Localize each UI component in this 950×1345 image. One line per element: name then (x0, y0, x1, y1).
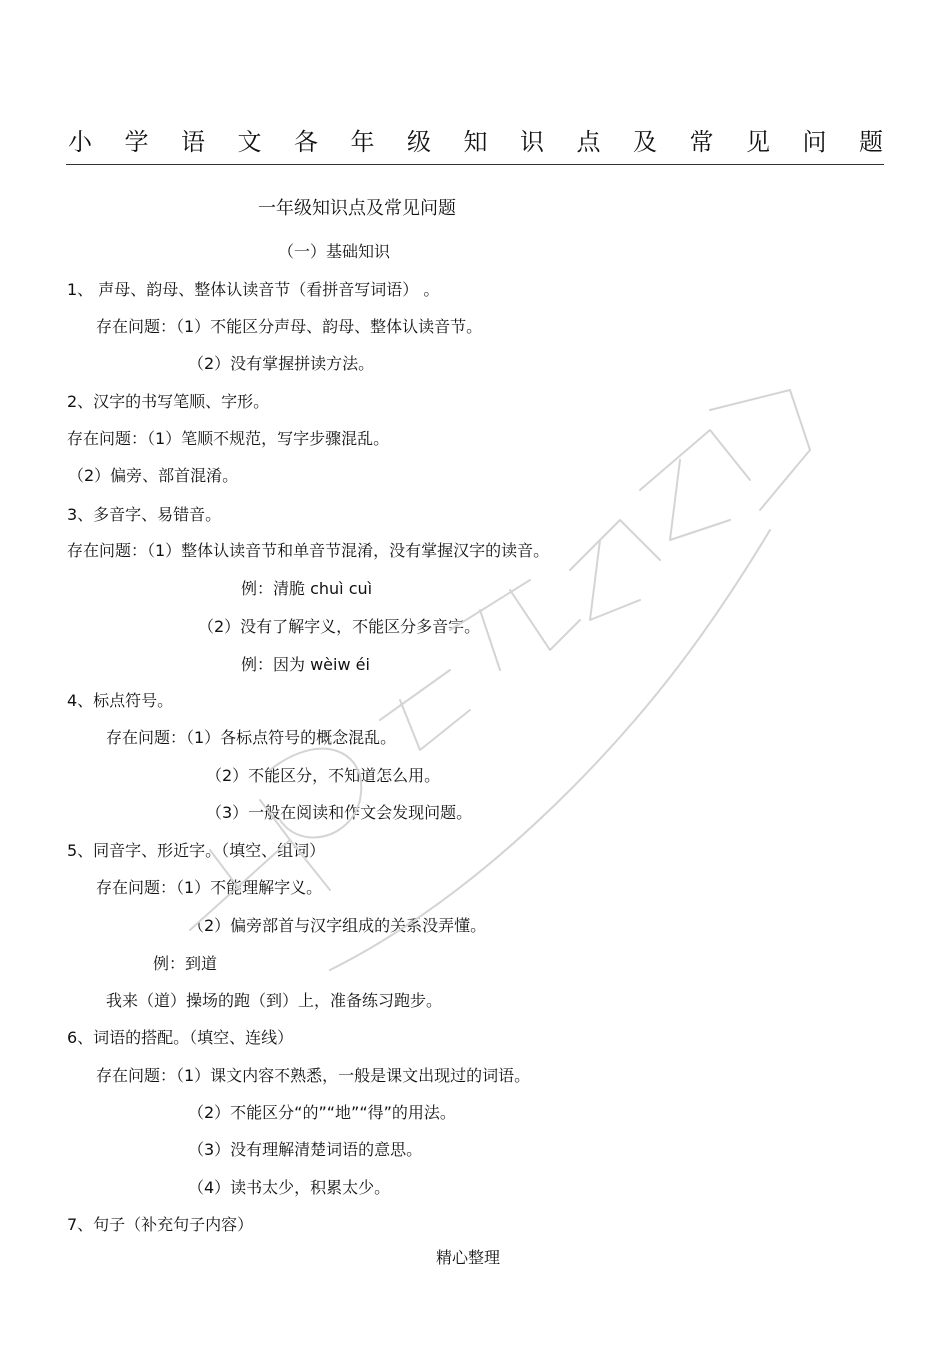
item-heading: 2、汉字的书写笔顺、字形。 (67, 392, 270, 411)
title-char: 识 (520, 128, 544, 156)
problem-line: （3）一般在阅读和作文会发现问题。 (206, 803, 473, 822)
problem-line: 存在问题：（1）整体认读音节和单音节混淆，没有掌握汉字的读音。 (67, 541, 550, 560)
problem-line: （2）偏旁部首与汉字组成的关系没弄懂。 (188, 916, 487, 935)
problem-line: 存在问题：（1）不能区分声母、韵母、整体认读音节。 (96, 317, 483, 336)
page-footer: 精心整理 (436, 1248, 501, 1267)
title-char: 文 (237, 128, 262, 156)
item-heading: 7、句子（补充句子内容） (67, 1215, 254, 1234)
problem-line: （4）读书太少，积累太少。 (188, 1178, 391, 1197)
problem-line: 存在问题：（1）笔顺不规范，写字步骤混乱。 (67, 429, 390, 448)
item-heading: 6、词语的搭配。（填空、连线） (67, 1028, 294, 1047)
title-char: 学 (124, 128, 149, 156)
section-heading: （一）基础知识 (278, 242, 391, 261)
item-heading: 1、 声母、韵母、整体认读音节（看拼音写词语） 。 (67, 280, 440, 299)
title-char: 语 (181, 128, 205, 156)
example-sentence: 我来（道）操场的跑（到）上，准备练习跑步。 (106, 991, 443, 1010)
problem-line: 存在问题：（1）各标点符号的概念混乱。 (106, 728, 397, 747)
problem-line: （2）不能区分“的”“地”“得”的用法。 (188, 1103, 456, 1122)
item-heading: 4、标点符号。 (67, 691, 174, 710)
title-char: 各 (294, 128, 318, 156)
title-char: 小 (68, 128, 92, 156)
title-char: 知 (463, 128, 488, 156)
title-char: 见 (746, 128, 770, 156)
item-heading: 5、同音字、形近字。（填空、组词） (67, 841, 326, 860)
item-heading: 3、多音字、易错音。 (67, 505, 222, 524)
title-char: 题 (859, 128, 883, 156)
problem-line: （2）不能区分，不知道怎么用。 (206, 766, 441, 785)
title-underline (66, 164, 884, 165)
title-char: 级 (407, 128, 431, 156)
problem-line: （2）没有掌握拼读方法。 (188, 354, 375, 373)
grade-subtitle: 一年级知识点及常见问题 (258, 198, 456, 219)
example-line: 例：清脆 chuì cuì (241, 579, 373, 598)
problem-line: （2）偏旁、部首混淆。 (68, 466, 239, 485)
title-char: 问 (802, 128, 827, 156)
example-line: 例：因为 wèiw éi (241, 655, 370, 674)
title-char: 年 (350, 128, 375, 156)
title-char: 及 (633, 128, 657, 156)
problem-line: （2）没有了解字义，不能区分多音字。 (198, 617, 481, 636)
problem-line: （3）没有理解清楚词语的意思。 (188, 1140, 423, 1159)
document-title (68, 122, 883, 157)
title-char: 点 (576, 128, 601, 156)
example-line: 例：到道 (153, 954, 218, 973)
problem-line: 存在问题：（1）课文内容不熟悉，一般是课文出现过的词语。 (96, 1066, 531, 1085)
title-char: 常 (689, 128, 714, 156)
problem-line: 存在问题：（1）不能理解字义。 (96, 878, 323, 897)
